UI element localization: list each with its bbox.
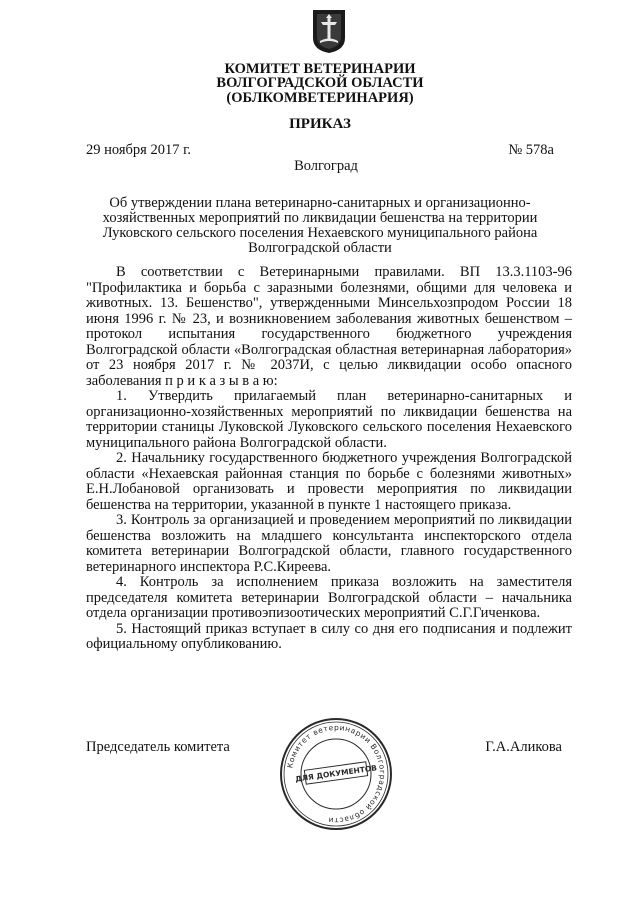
preamble-paragraph: В соответствии с Ветеринарными правилами. ВП 13.3.1103-96 "Профилактика и борьба с заразными болезнями, общими для человека и животных. 13. Бешенство", утвержденными Минсельхозпродом России 18 июня 1996 г. № 23, и возникновением заболевания животных бешенством – протокол испытания государственного бюджетного учреждения Волгоградской области «Волгоградская областная ветеринарная лаборатория» от 23 ноября 2017 г. № 2037И, с целью ликвидации особо опасного заболевания п р и к а з ы в а ю: (86, 264, 572, 389)
order-item-4: 4. Контроль за исполнением приказа возложить на заместителя председателя комитета ветеринарии Волгоградской области – начальника отдела организации противоэпизоотических мероприятий С.Г.Гиченкова. (86, 574, 572, 621)
org-name-line-1: КОМИТЕТ ВЕТЕРИНАРИИ (224, 61, 416, 77)
document-date: 29 ноября 2017 г. (86, 142, 192, 158)
org-name-line-3: (ОБЛКОМВЕТЕРИНАРИЯ) (226, 90, 414, 106)
document-number: № 578а (508, 142, 554, 158)
coat-of-arms-icon (311, 8, 347, 54)
document-body (86, 265, 572, 653)
document-subject (90, 196, 550, 256)
stamp-ring-text: Комитет ветеринарии Волгоградской области (285, 722, 388, 826)
org-name-line-2: ВОЛГОГРАДСКОЙ ОБЛАСТИ (216, 75, 424, 91)
official-stamp (278, 716, 394, 832)
order-item-1: 1. Утвердить прилагаемый план ветеринарно-санитарных и организационно-хозяйственных мероприятий по ликвидации бешенства на территории станицы Луковской Луковского сельского поселения Нехаевского муниципального района Волгоградской области. (86, 388, 572, 451)
signatory-name: Г.А.Аликова (485, 739, 562, 755)
signatory-position: Председатель комитета (86, 739, 230, 755)
subject-line: хозяйственных мероприятий по ликвидации бешенства на территории (102, 210, 538, 226)
stamp-center-text: ДЛЯ ДОКУМЕНТОВ (294, 763, 378, 784)
order-item-5: 5. Настоящий приказ вступает в силу со дня его подписания и подлежит официальному опубликованию. (86, 620, 572, 652)
document-city: Волгоград (294, 158, 358, 174)
document-type-title: ПРИКАЗ (289, 116, 351, 132)
subject-line: Об утверждении плана ветеринарно-санитарных и организационно- (109, 195, 531, 211)
order-item-3: 3. Контроль за организацией и проведением мероприятий по ликвидации бешенства возложить на младшего консультанта инспекторского отдела комитета ветеринарии Волгоградской области, главного государственного ветеринарного инспектора Р.С.Киреева. (86, 512, 572, 575)
subject-line: Волгоградской области (248, 240, 392, 256)
subject-line: Луковского сельского поселения Нехаевского муниципального района (102, 225, 538, 241)
order-item-2: 2. Начальнику государственного бюджетного учреждения Волгоградской области «Нехаевская районная станция по борьбе с болезнями животных» Е.Н.Лобановой организовать и провести мероприятия по ликвидации бешенства на территории, указанной в пункте 1 настоящего приказа. (86, 450, 572, 513)
